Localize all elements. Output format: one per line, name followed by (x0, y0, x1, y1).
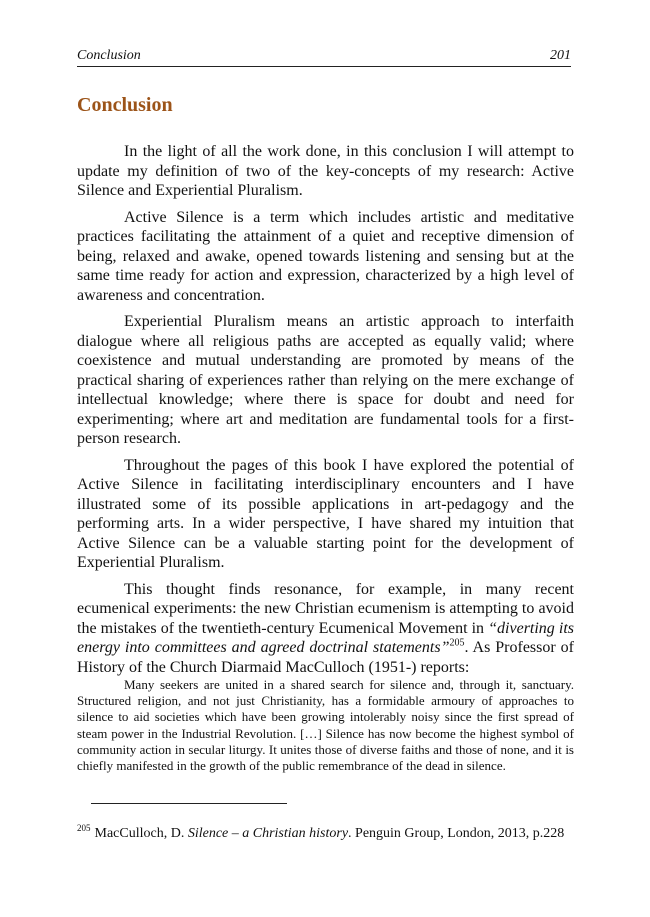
paragraph-experiential-pluralism: Experiential Pluralism means an artistic approach to interfaith dialogue where all religious paths are accepted as equally valid; where coexistence and mutual understanding are promoted by means of the practical sharing of experiences rather than relying on the mere exchange of intellectual knowledge; where there is space for doubt and need for experimenting; where art and meditation are fundamental tools for a first-person research. (77, 313, 574, 447)
paragraph-ecumenism (77, 580, 574, 678)
body-text (77, 142, 574, 781)
paragraph-book-summary: Throughout the pages of this book I have explored the potential of Active Silence in facilitating interdisciplinary encounters and I have illustrated some of its possible applications in art-pedagogy and the performing arts. In a wider perspective, I have shared my intuition that Active Silence can be a valuable starting point for the development of Experiential Pluralism. (77, 456, 574, 571)
footnote-number: 205 (77, 823, 91, 834)
running-header (77, 44, 571, 67)
footnote-divider (91, 803, 287, 804)
footnote-publication: . Penguin Group, London, 2013, p.228 (348, 826, 565, 841)
paragraph-active-silence: Active Silence is a term which includes artistic and meditative practices facilitating the attainment of a quiet and receptive dimension of being, relaxed and awake, opened towards listening and sensing but at the same time ready for action and expression, characterized by a high level of awareness and concentration. (77, 208, 574, 304)
paragraph-intro: In the light of all the work done, in this conclusion I will attempt to update my definition of two of the key-concepts of my research: Active Silence and Experiential Pluralism. (77, 143, 574, 199)
paragraph-text-continued: . As Professor of History of the Church Diarmaid MacCulloch (1951-) reports: (77, 639, 574, 676)
inline-quote: “diverting its energy into committees and agreed doctrinal statements” (77, 619, 574, 656)
footnote (77, 825, 574, 842)
chapter-title: Conclusion (77, 94, 173, 116)
running-header-title: Conclusion (77, 48, 141, 63)
page-number: 201 (550, 48, 571, 63)
footnote-reference: 205 (449, 637, 465, 649)
footnote-author: MacCulloch, D. (94, 826, 188, 841)
block-quote: Many seekers are united in a shared search for silence and, through it, sanctuary. Structured religion, and not just Christianity, has a formidable armoury of approaches to silence to aid societies which have been growing intolerably noisy since the first spread of steam power in the Industrial Revolution. […] Silence has now become the highest symbol of community action in secular liturgy. It unites those of diverse faiths and those of none, and it is chiefly manifested in the growth of the public remembrance of the dead in silence. (77, 677, 574, 774)
paragraph-text: This thought finds resonance, for example, in many recent ecumenical experiments: the new Christian ecumenism is attempting to avoid the mistakes of the twentieth-century Ecumenical Movement in (77, 580, 574, 637)
footnote-book-title: Silence – a Christian history (187, 826, 349, 841)
